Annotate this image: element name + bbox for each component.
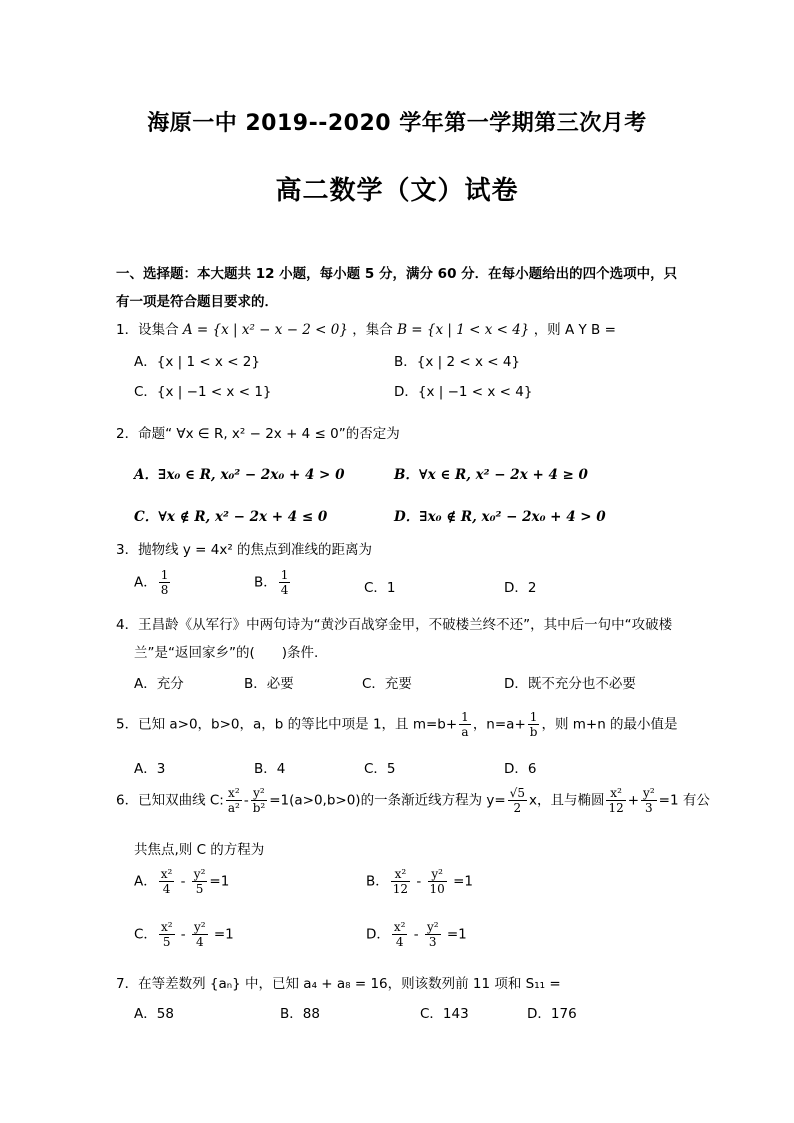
- question-2-stem: 2．命题“ ∀x ∈ R, x² − 2x + 4 ≤ 0”的否定为: [116, 426, 400, 442]
- frac-denominator: 5: [195, 882, 204, 896]
- frac-numerator: y²: [251, 786, 268, 801]
- frac-denominator: 12: [392, 882, 409, 896]
- equals-one: =1: [213, 926, 234, 943]
- q5-fraction-1-over-b: [528, 710, 540, 739]
- q2-option-c: C．∀x ∉ R, x² − 2x + 4 ≤ 0: [134, 509, 328, 525]
- frac-numerator: 1: [160, 568, 169, 582]
- frac-denominator: 2: [513, 801, 522, 815]
- frac-denominator: 5: [162, 935, 171, 949]
- q1-option-b: B．{x | 2 < x < 4}: [394, 354, 521, 370]
- q6-part1: 6．已知双曲线 C:: [116, 792, 224, 809]
- q3-option-a-label: A．: [134, 574, 157, 591]
- frac-numerator: x²: [393, 920, 406, 934]
- q3-option-b-label: B．: [254, 574, 277, 591]
- frac-numerator: x²: [606, 786, 625, 801]
- question-4-line1: 4．王昌龄《从军行》中两句诗为“黄沙百战穿金甲，不破楼兰终不还”，其中后一句中“攻破楼: [116, 617, 673, 633]
- q1-prefix: 1．设集合: [116, 322, 179, 338]
- frac-numerator: y²: [426, 920, 439, 934]
- q6-option-a-label: A．: [134, 873, 157, 890]
- q2-option-d: D．∃x₀ ∉ R, x₀² − 2x₀ + 4 > 0: [394, 509, 606, 525]
- q5-option-d: D．6: [504, 761, 537, 777]
- frac-numerator: x²: [160, 920, 173, 934]
- q6-option-b-label: B．: [366, 873, 389, 890]
- question-5-stem: [116, 710, 678, 739]
- q5-part1: 5．已知 a>0，b>0，a，b 的等比中项是 1，且 m=b+: [116, 716, 458, 733]
- frac: [425, 920, 441, 949]
- q4-option-a: A．充分: [134, 676, 184, 692]
- q1-end: ，则 A Y B =: [533, 322, 616, 338]
- q1-option-d: D．{x | −1 < x < 4}: [394, 384, 533, 400]
- frac-denominator: 3: [645, 801, 653, 815]
- q6-option-c: C． $\frac{\text{x²}}{5}$ - $\frac{\text{y²}}{4}$ =1: [134, 920, 234, 949]
- q6-frac-y2-b2: [251, 786, 268, 815]
- question-6-line2: 共焦点,则 C 的方程为: [134, 842, 265, 858]
- q5-option-a: A．3: [134, 761, 166, 777]
- frac-numerator: x²: [391, 867, 410, 882]
- q3-fraction-a: [159, 568, 171, 597]
- question-7-stem: 7．在等差数列 {aₙ} 中，已知 a₄ + a₈ = 16，则该数列前 11 项和 S₁₁ =: [116, 976, 561, 992]
- q6-option-d: D． $\frac{\text{x²}}{4}$ - $\frac{\text{y²}}{3}$ =1: [366, 920, 467, 949]
- frac-denominator: a²: [227, 801, 240, 815]
- frac: [159, 920, 175, 949]
- q6-part4: =1 有公: [658, 792, 710, 809]
- equals-one: =1: [453, 873, 473, 890]
- q1-option-c: C．{x | −1 < x < 1}: [134, 384, 272, 400]
- frac-denominator: 4: [280, 583, 289, 597]
- equals-one: =1: [209, 873, 230, 890]
- frac-denominator: 4: [395, 935, 404, 949]
- q3-option-d: D．2: [504, 580, 537, 596]
- q6-option-b: B． $\frac{\text{x²}}{12}$ - $\frac{\text{y²}}{10}$ =1: [366, 867, 473, 896]
- section-instructions-line2: 有一项是符合题目要求的．: [116, 294, 278, 310]
- question-4-line2: 兰”是“返回家乡”的( )条件.: [134, 645, 319, 661]
- frac-denominator: 10: [429, 882, 445, 896]
- frac-numerator: y²: [428, 867, 447, 882]
- q7-option-b: B．88: [280, 1006, 320, 1022]
- frac-numerator: y²: [193, 920, 206, 934]
- q3-option-c: C．1: [364, 580, 396, 596]
- q7-option-c: C．143: [420, 1006, 469, 1022]
- equals-one: =1: [446, 926, 467, 943]
- frac-denominator: 3: [428, 935, 437, 949]
- frac-denominator: b: [529, 725, 538, 739]
- frac: [428, 867, 447, 896]
- q2-option-a: A．∃x₀ ∈ R, x₀² − 2x₀ + 4 > 0: [134, 467, 345, 483]
- q6-frac-x2-12: [606, 786, 625, 815]
- frac: [159, 867, 175, 896]
- q6-part2: =1(a>0,b>0)的一条渐近线方程为 y=: [269, 792, 506, 809]
- frac-denominator: 8: [160, 583, 169, 597]
- q5-option-c: C．5: [364, 761, 396, 777]
- q3-option-b: [254, 568, 292, 597]
- q2-option-b: B．∀x ∈ R, x² − 2x + 4 ≥ 0: [394, 467, 588, 483]
- frac-denominator: a: [461, 725, 469, 739]
- q4-option-c: C．充要: [362, 676, 412, 692]
- q6-frac-sqrt5-2: [508, 786, 527, 815]
- q4-option-b: B．必要: [244, 676, 294, 692]
- frac-denominator: 12: [608, 801, 624, 815]
- q5-part3: ，则 m+n 的最小值是: [541, 716, 678, 733]
- question-3-stem: 3．抛物线 y = 4x² 的焦点到准线的距离为: [116, 542, 373, 558]
- q5-fraction-1-over-a: [459, 710, 471, 739]
- q7-option-a: A．58: [134, 1006, 174, 1022]
- q3-option-a: [134, 568, 172, 597]
- q6-option-d-label: D．: [366, 926, 390, 943]
- frac-numerator: 1: [280, 568, 289, 582]
- frac-numerator: 1: [528, 710, 540, 725]
- frac-denominator: b²: [252, 801, 266, 815]
- frac: [192, 867, 208, 896]
- section-instructions-line1: 一、选择题：本大题共 12 小题，每小题 5 分，满分 60 分．在每小题给出的四个选项中，只: [116, 266, 678, 282]
- frac: [392, 920, 408, 949]
- q5-option-b: B．4: [254, 761, 286, 777]
- question-6-line1: 6．已知双曲线 C: $\frac{\text{x²}}{\text{a²}}$ - $\frac{\text{y²}}{\text{b²}}$ =1(a>0,b>0)的一条渐近线方程为 y= $\frac{√5}{2}$ x，且与椭圆 $\frac{\text{x²}}{12}$ + $\frac{\text{y²}}{3}$ =1 有公: [116, 786, 710, 815]
- q6-frac-y2-3: [641, 786, 657, 815]
- frac-numerator: y²: [193, 867, 206, 881]
- q6-option-c-label: C．: [134, 926, 157, 943]
- q7-option-d: D．176: [527, 1006, 577, 1022]
- frac-numerator: y²: [643, 786, 655, 800]
- q1-set-a: A = {x | x² − x − 2 < 0}: [182, 322, 348, 338]
- q6-part3: x，且与椭圆: [528, 792, 605, 809]
- frac-numerator: x²: [226, 786, 242, 801]
- q3-fraction-b: [279, 568, 291, 597]
- question-1-stem: [116, 318, 616, 338]
- q5-part2: ，n=a+: [472, 716, 526, 733]
- exam-subtitle: 高二数学（文）试卷: [275, 176, 519, 206]
- frac: [391, 867, 410, 896]
- frac-numerator: x²: [160, 867, 173, 881]
- q1-set-b: B = {x | 1 < x < 4}: [397, 322, 530, 338]
- frac-denominator: 4: [162, 882, 171, 896]
- q6-frac-x2-a2: [226, 786, 242, 815]
- frac-denominator: 4: [195, 935, 204, 949]
- q4-option-d: D．既不充分也不必要: [504, 676, 636, 692]
- exam-header-title: 海原一中 2019--2020 学年第一学期第三次月考: [147, 111, 647, 136]
- frac-numerator: 1: [461, 710, 469, 724]
- q6-option-a: A． $\frac{\text{x²}}{4}$ - $\frac{\text{y²}}{5}$ =1: [134, 867, 230, 896]
- frac: [192, 920, 208, 949]
- frac-numerator: √5: [509, 786, 525, 800]
- q1-mid: ，集合: [352, 322, 393, 338]
- q1-option-a: A．{x | 1 < x < 2}: [134, 354, 260, 370]
